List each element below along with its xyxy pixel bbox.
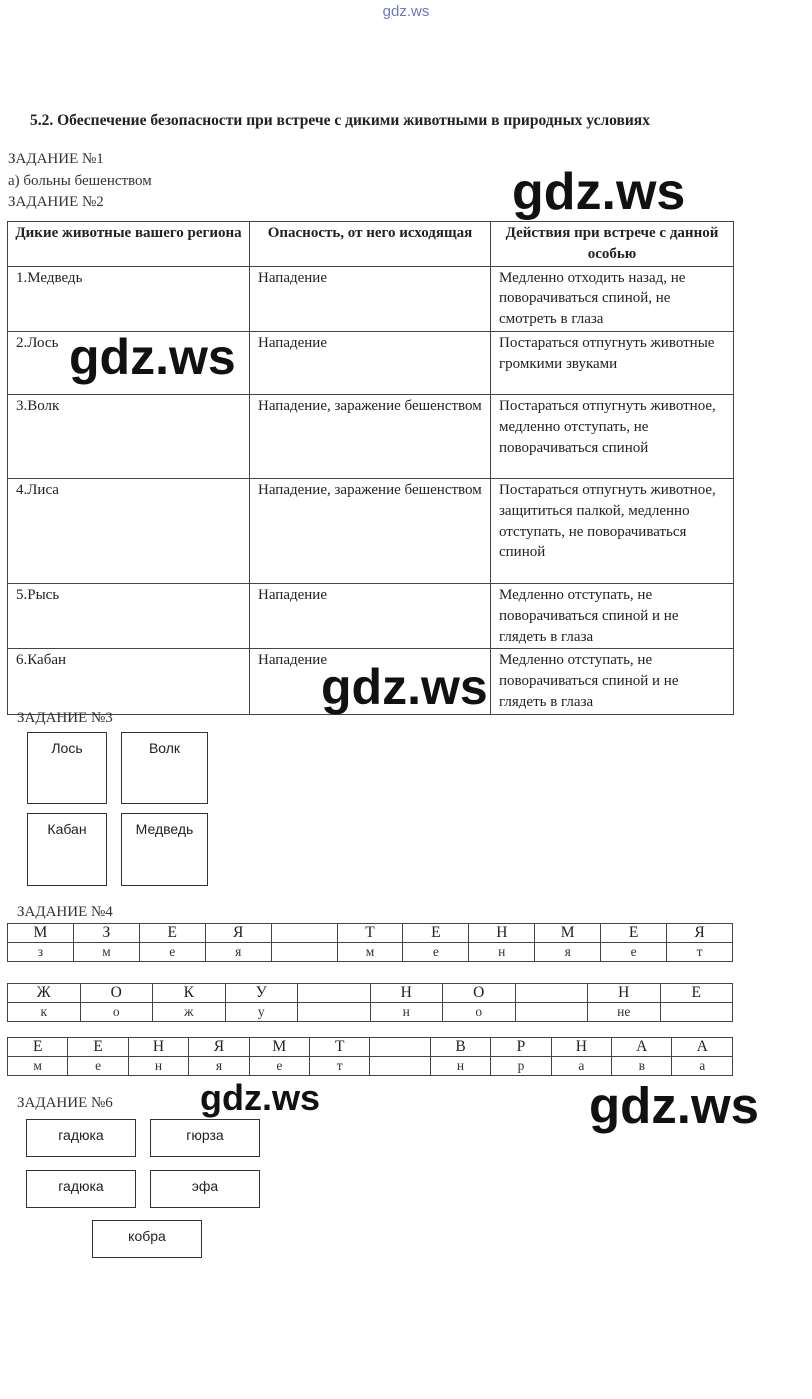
grid-cell: а xyxy=(551,1057,611,1076)
animal-cell: 4.Лиса xyxy=(8,478,250,583)
grid-cell: Е xyxy=(403,924,469,943)
task4-title: ЗАДАНИЕ №4 xyxy=(17,904,113,920)
grid-cell: м xyxy=(73,943,139,962)
action-cell: Медленно отступать, не поворачиваться спиной и не глядеть в глаза xyxy=(491,583,734,648)
grid-cell: з xyxy=(8,943,74,962)
task3-box-wolf: Волк xyxy=(121,732,208,804)
grid-cell: не xyxy=(588,1003,661,1022)
grid-cell: З xyxy=(73,924,139,943)
watermark: gdz.ws xyxy=(512,163,686,221)
grid-cell xyxy=(271,924,337,943)
task1-answer: а) больны бешенством xyxy=(8,173,152,189)
task3-title: ЗАДАНИЕ №3 xyxy=(17,710,113,726)
danger-cell: Нападение xyxy=(250,331,491,394)
task6-box-efa: эфа xyxy=(150,1170,260,1208)
action-cell: Медленно отходить назад, не поворачиваться спиной, не смотреть в глаза xyxy=(491,266,734,331)
grid-cell xyxy=(370,1038,430,1057)
header-danger: Опасность, от него исходящая xyxy=(250,222,491,267)
grid-cell: м xyxy=(8,1057,68,1076)
grid-cell: Я xyxy=(189,1038,249,1057)
grid-cell: в xyxy=(612,1057,672,1076)
table-row xyxy=(8,478,734,583)
grid-cell: я xyxy=(535,943,601,962)
animal-cell: 1.Медведь xyxy=(8,266,250,331)
task6-box-viper-2: гадюка xyxy=(26,1170,136,1208)
top-watermark: gdz.ws xyxy=(382,3,430,20)
danger-cell: Нападение xyxy=(250,649,491,714)
action-cell: Постараться отпугнуть животное, защититься палкой, медленно отступать, не поворачиваться спиной xyxy=(491,478,734,583)
grid-cell xyxy=(515,984,588,1003)
grid-cell: е xyxy=(249,1057,309,1076)
grid-cell: Т xyxy=(310,1038,370,1057)
table-header-row xyxy=(8,222,734,267)
grid-cell: Р xyxy=(491,1038,551,1057)
grid-cell: К xyxy=(153,984,226,1003)
task4-grid-1 xyxy=(7,923,733,962)
table-row xyxy=(8,394,734,478)
grid-cell: М xyxy=(535,924,601,943)
task3-box-elk: Лось xyxy=(27,732,107,804)
grid-cell xyxy=(298,1003,371,1022)
grid-cell xyxy=(660,1003,733,1022)
grid-cell: а xyxy=(672,1057,733,1076)
grid-cell: ж xyxy=(153,1003,226,1022)
table-row xyxy=(8,583,734,648)
grid-cell: я xyxy=(189,1057,249,1076)
task6-box-cobra: кобра xyxy=(92,1220,202,1258)
grid-cell: Т xyxy=(337,924,403,943)
grid-cell: О xyxy=(443,984,516,1003)
grid-cell: н xyxy=(469,943,535,962)
watermark: gdz.ws xyxy=(321,659,488,715)
grid-cell: я xyxy=(205,943,271,962)
grid-cell: Н xyxy=(469,924,535,943)
task6-title: ЗАДАНИЕ №6 xyxy=(17,1095,113,1111)
grid-cell: М xyxy=(249,1038,309,1057)
grid-cell: А xyxy=(672,1038,733,1057)
watermark: gdz.ws xyxy=(69,329,236,385)
animal-cell: 3.Волк xyxy=(8,394,250,478)
grid-cell xyxy=(298,984,371,1003)
watermark: gdz.ws xyxy=(200,1077,321,1118)
grid-cell xyxy=(370,1057,430,1076)
grid-cell: т xyxy=(310,1057,370,1076)
grid-cell: У xyxy=(225,984,298,1003)
task6-box-gyurza: гюрза xyxy=(150,1119,260,1157)
grid-cell: н xyxy=(430,1057,490,1076)
grid-cell: Ж xyxy=(8,984,81,1003)
action-cell: Постараться отпугнуть животные громкими звуками xyxy=(491,331,734,394)
task3-box-bear: Медведь xyxy=(121,813,208,886)
grid-cell: о xyxy=(80,1003,153,1022)
grid-cell: Е xyxy=(68,1038,128,1057)
action-cell: Постараться отпугнуть животное, медленно отступать, не поворачиваться спиной xyxy=(491,394,734,478)
grid-cell: е xyxy=(403,943,469,962)
grid-cell: Я xyxy=(205,924,271,943)
grid-cell: у xyxy=(225,1003,298,1022)
grid-cell: М xyxy=(8,924,74,943)
grid-cell: А xyxy=(612,1038,672,1057)
task6-box-viper-1: гадюка xyxy=(26,1119,136,1157)
section-heading: 5.2. Обеспечение безопасности при встрече с дикими животными в природных условиях xyxy=(30,112,650,129)
task2-table xyxy=(7,221,734,715)
danger-cell: Нападение, заражение бешенством xyxy=(250,394,491,478)
grid-cell: Е xyxy=(601,924,667,943)
danger-cell: Нападение, заражение бешенством xyxy=(250,478,491,583)
task4-grid-2 xyxy=(7,983,733,1022)
task1-title: ЗАДАНИЕ №1 xyxy=(8,151,104,167)
task4-grid-3 xyxy=(7,1037,733,1076)
action-cell: Медленно отступать, не поворачиваться спиной и не глядеть в глаза xyxy=(491,649,734,714)
grid-cell: Е xyxy=(660,984,733,1003)
grid-cell: В xyxy=(430,1038,490,1057)
grid-cell: Н xyxy=(370,984,443,1003)
grid-cell: р xyxy=(491,1057,551,1076)
grid-cell: Н xyxy=(551,1038,611,1057)
header-animals: Дикие животные вашего региона xyxy=(8,222,250,267)
grid-cell: м xyxy=(337,943,403,962)
grid-cell: Н xyxy=(128,1038,188,1057)
animal-cell: 6.Кабан xyxy=(8,649,250,714)
header-actions: Действия при встрече с данной особью xyxy=(491,222,734,267)
grid-cell: о xyxy=(443,1003,516,1022)
danger-cell: Нападение xyxy=(250,266,491,331)
task2-title: ЗАДАНИЕ №2 xyxy=(8,194,104,210)
grid-cell: к xyxy=(8,1003,81,1022)
grid-cell: Н xyxy=(588,984,661,1003)
grid-cell: е xyxy=(139,943,205,962)
animal-cell: 5.Рысь xyxy=(8,583,250,648)
grid-cell: Я xyxy=(667,924,733,943)
task3-box-boar: Кабан xyxy=(27,813,107,886)
grid-cell: н xyxy=(128,1057,188,1076)
grid-cell: е xyxy=(68,1057,128,1076)
table-row xyxy=(8,266,734,331)
grid-cell: н xyxy=(370,1003,443,1022)
danger-cell: Нападение xyxy=(250,583,491,648)
animal-cell: 2.Лось xyxy=(8,331,250,394)
grid-cell: Е xyxy=(139,924,205,943)
grid-cell: Е xyxy=(8,1038,68,1057)
grid-cell: т xyxy=(667,943,733,962)
grid-cell xyxy=(515,1003,588,1022)
watermark: gdz.ws xyxy=(589,1077,760,1134)
grid-cell xyxy=(271,943,337,962)
grid-cell: О xyxy=(80,984,153,1003)
grid-cell: е xyxy=(601,943,667,962)
